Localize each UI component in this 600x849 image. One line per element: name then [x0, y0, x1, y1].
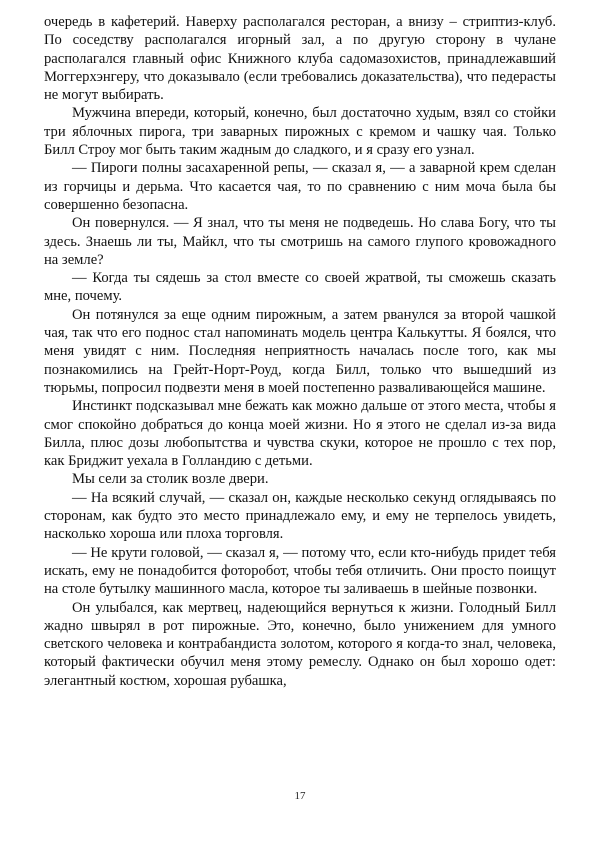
paragraph-continued: очередь в кафетерий. Наверху располагался ресторан, а внизу – стриптиз-клуб. По соседству располагался игорный зал, а по другую сторону в чулане располагался главный офис Книжного клуба садомазохистов, принадлежавший Моггерхэнгеру, что доказывало (если требовались доказательства), что педерасты не могут выбирать.: [44, 14, 556, 104]
paragraph: Мы сели за столик возле двери.: [72, 471, 269, 488]
paragraph: Он повернулся. — Я знал, что ты меня не подведешь. Но слава Богу, что ты здесь. Знаешь ли ты, Майкл, что ты смотришь на самого глупого кровожадного на земле?: [44, 215, 556, 268]
body-text: [44, 13, 556, 690]
paragraph: Мужчина впереди, который, конечно, был достаточно худым, взял со стойки три яблочных пирога, три заварных пирожных с кремом и чашку чая. Только Билл Строу мог быть таким жадным до сладкого, и я сразу его узнал.: [44, 105, 556, 159]
page-number: 17: [294, 790, 306, 802]
paragraph: — Не крути головой, — сказал я, — потому что, если кто-нибудь придет тебя искать, ему не понадобится фоторобот, чтобы тебя отличить. Они просто поищут на столе бутылку машинного масла, которое ты заливаешь в шейные позвонки.: [44, 544, 556, 598]
paragraph: Инстинкт подсказывал мне бежать как можно дальше от этого места, чтобы я смог спокойно добраться до конца моей жизни. Но я этого не сделал из-за вида Билла, плюс дозы любопытства и чувства скуки, которое не прошло с тех пор, как Бриджит уехала в Голландию с детьми.: [44, 398, 556, 470]
paragraph: — Пироги полны засахаренной репы, — сказал я, — а заварной крем сделан из горчицы и дерьма. Что касается чая, то по сравнению с ним моча была бы совершенно безопасна.: [44, 160, 556, 213]
paragraph: Он улыбался, как мертвец, надеющийся вернуться к жизни. Голодный Билл жадно швырял в рот пирожные. Это, конечно, было унижением для умного светского человека и контрабандиста золотом, которого я когда-то знал, человека, который фактически обучил меня этому ремеслу. Однако он был хорошо одет: элегантный костюм, хорошая рубашка,: [44, 599, 556, 689]
paragraph: Он потянулся за еще одним пирожным, а затем рванулся за второй чашкой чая, так что его поднос стал напоминать модель центра Калькутты. Я боялся, что меня увидят с ним. Последняя неприятность началась после того, как мы познакомились на Грейт-Норт-Роуд, когда Билл, только что вышедший из тюрьмы, попросил подвезти меня в моей постепенно разваливающейся машине.: [44, 306, 556, 396]
paragraph: — Когда ты сядешь за стол вместе со своей жратвой, ты сможешь сказать мне, почему.: [44, 270, 556, 305]
paragraph: — На всякий случай, — сказал он, каждые несколько секунд оглядываясь по сторонам, как будто это место принадлежало ему, и ему не терпелось увидеть, насколько хороша или плоха торговля.: [44, 489, 556, 543]
